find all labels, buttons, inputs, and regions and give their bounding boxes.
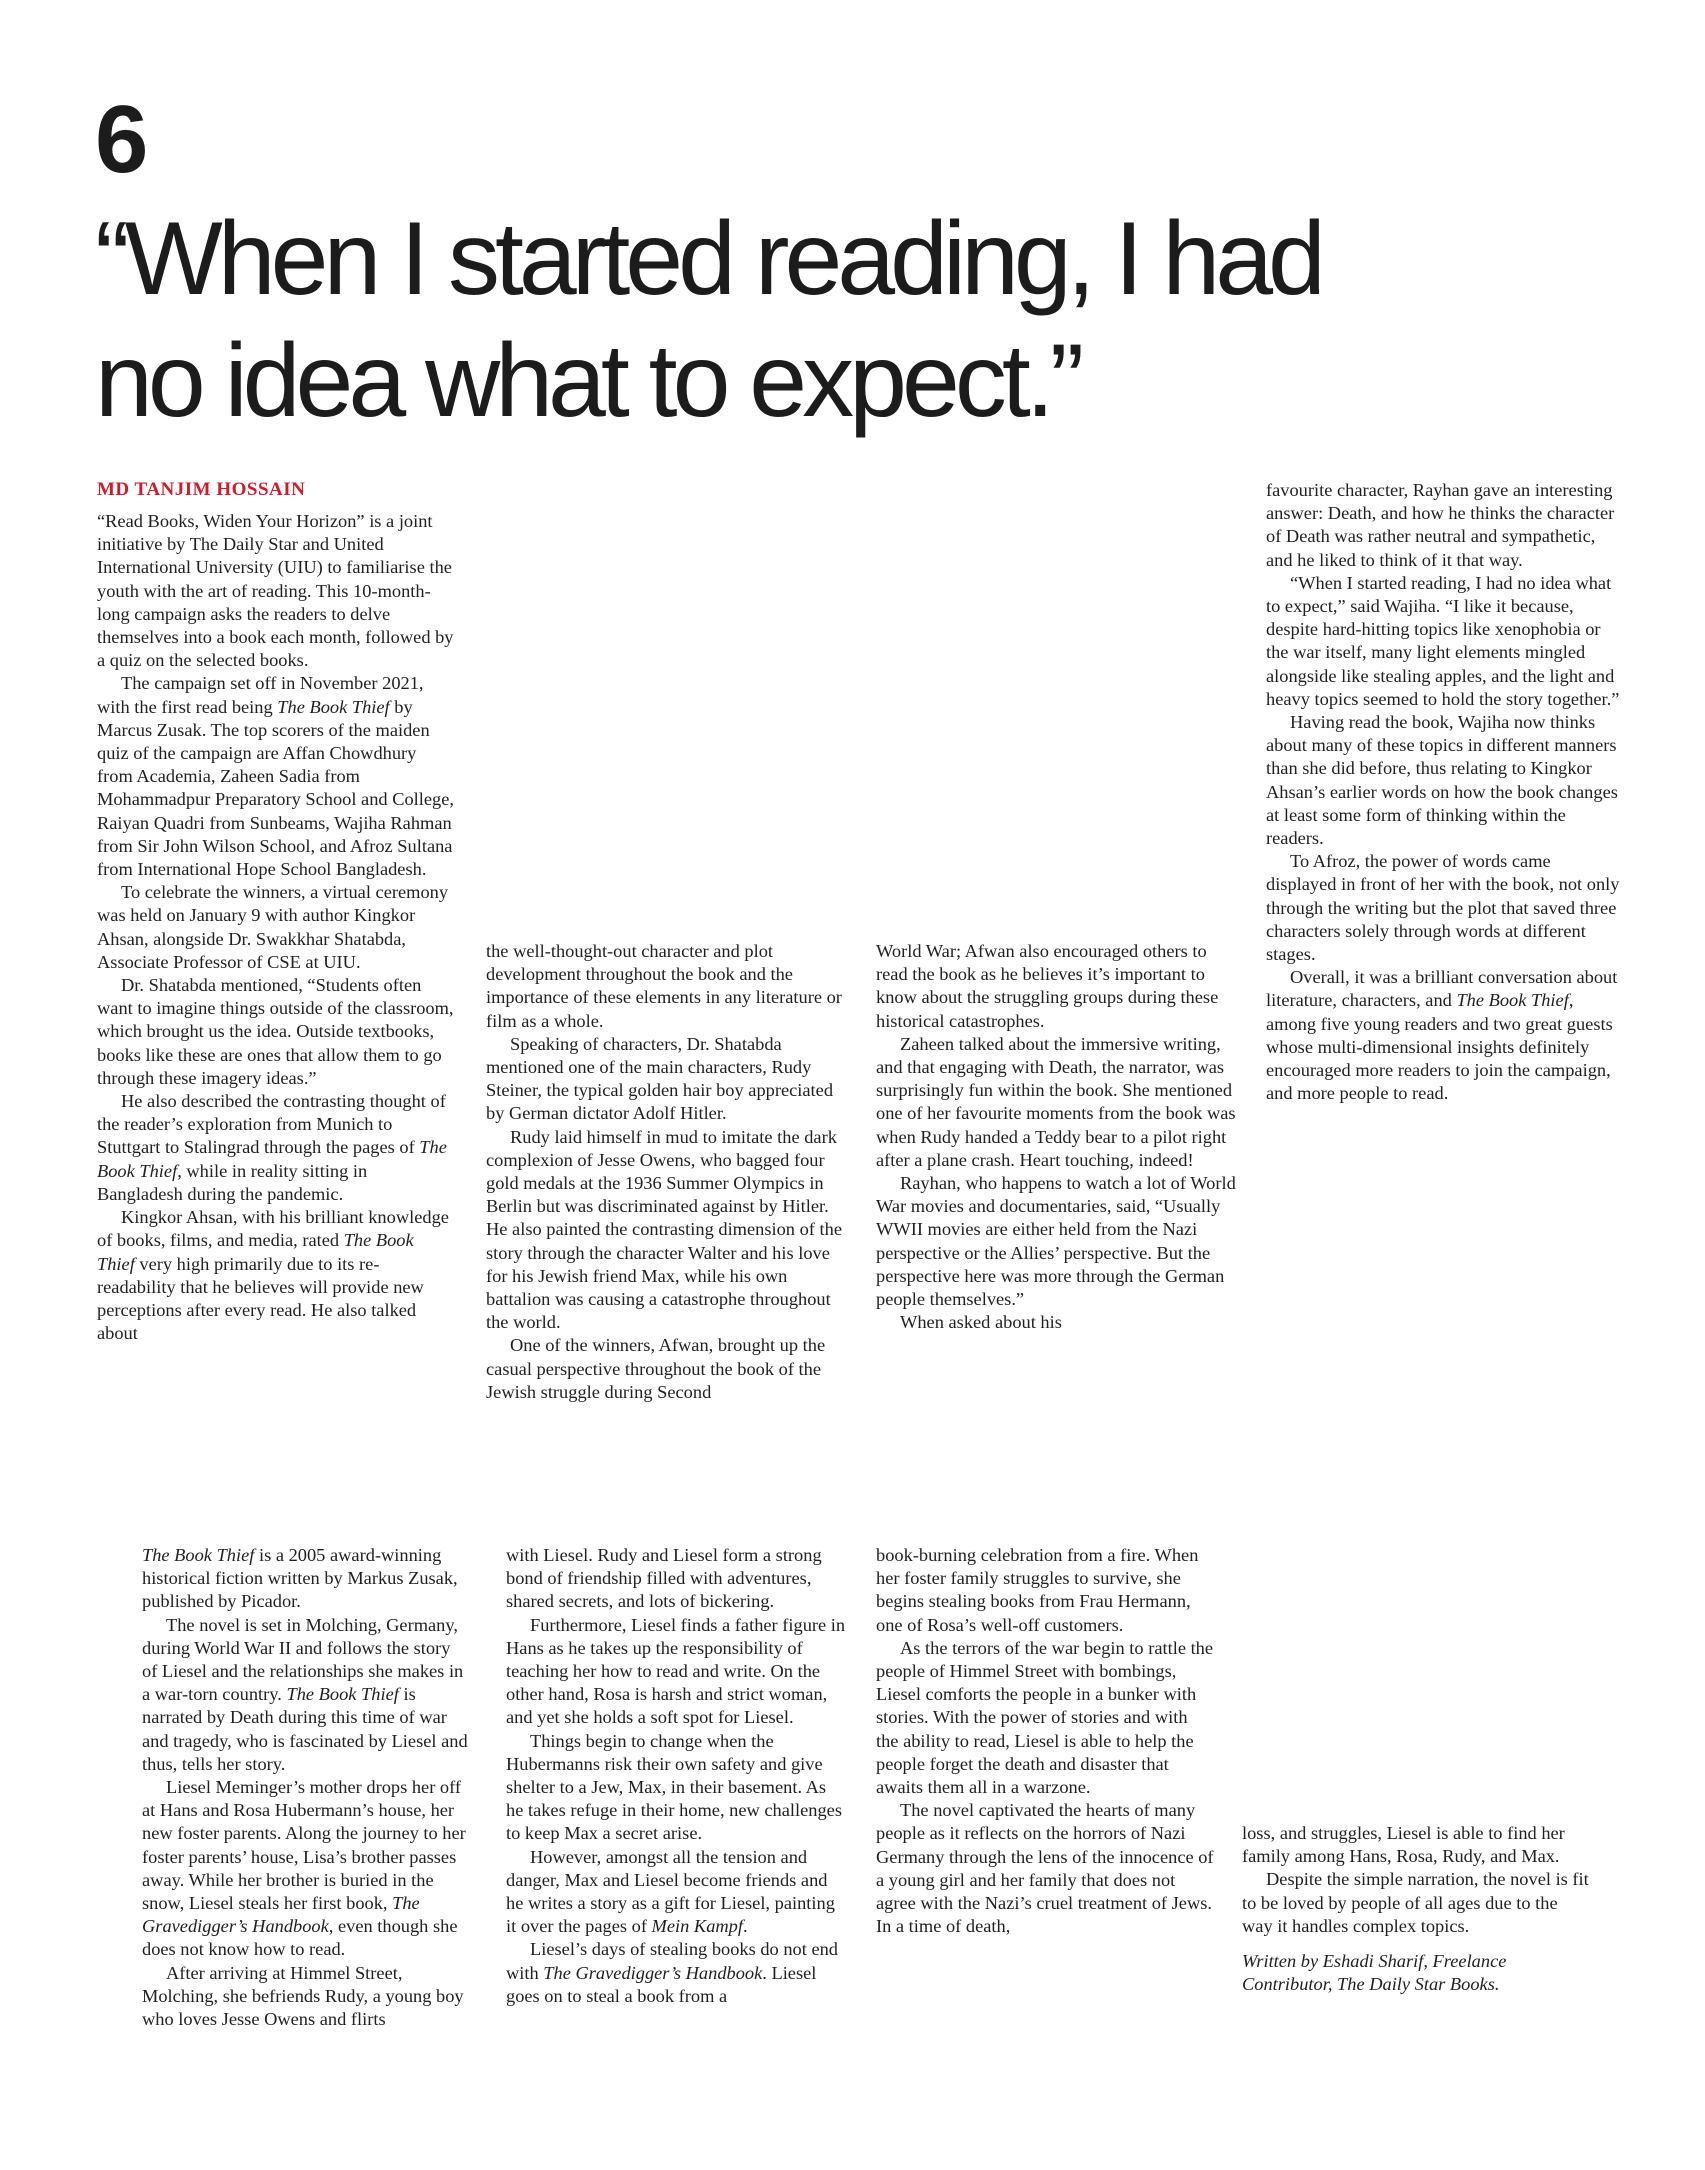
article-paragraph: “Read Books, Widen Your Horizon” is a joint initiative by The Daily Star and United International University (UIU) to familiarise the youth with the art of reading. This 10-month-long campaign asks the readers to delve themselves into a book each month, followed by a quiz on the selected books. <box>97 511 454 671</box>
article-paragraph: Zaheen talked about the immersive writing, and that engaging with Death, the narrator, was surprisingly fun within the book. She mentioned one of her favourite moments from the book was when Rudy handed a Teddy bear to a pilot right after a plane crash. Heart touching, indeed! <box>876 1033 1236 1170</box>
review-paragraph: Despite the simple narration, the novel is fit to be loved by people of all ages due to the way it handles complex topics. <box>1242 1869 1589 1936</box>
article-column-1 <box>97 478 455 1345</box>
article-column-4 <box>1266 479 1624 1105</box>
review-column-1 <box>142 1544 470 2031</box>
article-paragraph: To Afroz, the power of words came displayed in front of her with the book, not only through the writing but the plot that saved three characters solely through words at different stages. <box>1266 851 1620 965</box>
article-column-2 <box>486 940 846 1404</box>
article-paragraph: The campaign set off in November 2021, with the first read being The Book Thief by Marcus Zusak. The top scorers of the maiden quiz of the campaign are Affan Chowdhury from Academia, Zaheen Sadia from Mohammadpur Preparatory School and College, Raiyan Quadri from Sunbeams, Wajiha Rahman from Sir John Wilson School, and Afroz Sultana from International Hope School Bangladesh. <box>97 673 455 880</box>
review-paragraph: As the terrors of the war begin to rattle the people of Himmel Street with bombings, Liesel comforts the people in a bunker with stories. With the power of stories and with the ability to read, Liesel is able to help the people forget the death and disaster that awaits them all in a warzone. <box>876 1637 1214 1798</box>
review-paragraph: The Book Thief is a 2005 award-winning historical fiction written by Markus Zusak, published by Picador. <box>142 1545 458 1612</box>
article-paragraph: When asked about his <box>900 1312 1062 1333</box>
article-paragraph: Overall, it was a brilliant conversation about literature, characters, and The Book Thief, among five young readers and two great guests whose multi-dimensional insights definitely encouraged more readers to join the campaign, and more people to read. <box>1266 967 1618 1104</box>
review-paragraph: Liesel’s days of stealing books do not end with The Gravedigger’s Handbook. Liesel goes on to steal a book from a <box>506 1939 838 2006</box>
review-paragraph: Things begin to change when the Hubermanns risk their own safety and give shelter to a Jew, Max, in their basement. As he takes refuge in their home, new challenges to keep Max a secret arise. <box>506 1730 843 1844</box>
article-paragraph: Rayhan, who happens to watch a lot of World War movies and documentaries, said, “Usually WWII movies are either held from the Nazi perspective or the Allies’ perspective. But the perspective here was more through the German people themselves.” <box>876 1173 1236 1310</box>
review-column-3 <box>876 1544 1214 1938</box>
article-column-3 <box>876 940 1238 1334</box>
article-paragraph: He also described the contrasting thought of the reader’s exploration from Munich to Stuttgart to Stalingrad through the pages of The Book Thief, while in reality sitting in Bangladesh during the pandemic. <box>97 1091 447 1204</box>
article-paragraph: favourite character, Rayhan gave an interesting answer: Death, and how he thinks the character of Death was rather neutral and sympathetic, and he liked to think of it that way. <box>1266 480 1615 570</box>
headline <box>95 198 1321 442</box>
article-paragraph: Speaking of characters, Dr. Shatabda mentioned one of the main characters, Rudy Steiner, the typical golden hair boy appreciated by German dictator Adolf Hitler. <box>486 1033 834 1124</box>
article-paragraph: World War; Afwan also encouraged others to read the book as he believes it’s important to know about the struggling groups during these historical catastrophes. <box>876 941 1219 1031</box>
byline: MD TANJIM HOSSAIN <box>97 479 306 500</box>
page-number: 6 <box>95 86 149 193</box>
review-paragraph: Liesel Meminger’s mother drops her off at Hans and Rosa Hubermann’s house, her new foster parents. Along the journey to her foster parents’ house, Lisa’s brother passes away. While her brother is buried in the snow, Liesel steals her first book, The Gravedigger’s Handbook, even though she does not know how to read. <box>142 1777 466 1960</box>
review-paragraph: with Liesel. Rudy and Liesel form a strong bond of friendship filled with adventures, shared secrets, and lots of bickering. <box>506 1545 822 1612</box>
article-paragraph: Kingkor Ahsan, with his brilliant knowledge of books, films, and media, rated The Book Thief very high primarily due to its re-readability that he believes will provide new perceptions after every read. He also talked about <box>97 1207 449 1344</box>
review-credit: Written by Eshadi Sharif, Freelance Contributor, The Daily Star Books. <box>1242 1951 1507 1995</box>
review-paragraph: Furthermore, Liesel finds a father figure in Hans as he takes up the responsibility of teaching her how to read and write. On the other hand, Rosa is harsh and strict woman, and yet she holds a soft spot for Liesel. <box>506 1614 846 1728</box>
review-column-2 <box>506 1544 846 2008</box>
review-paragraph: The novel is set in Molching, Germany, during World War II and follows the story of Liesel and the relationships she makes in a war-torn country. The Book Thief is narrated by Death during this time of war and tragedy, who is fascinated by Liesel and thus, tells her story. <box>142 1614 468 1774</box>
article-paragraph: One of the winners, Afwan, brought up the casual perspective throughout the book of the Jewish struggle during Second <box>486 1335 826 1402</box>
review-paragraph: loss, and struggles, Liesel is able to find her family among Hans, Rosa, Rudy, and Max. <box>1242 1823 1565 1867</box>
review-paragraph: The novel captivated the hearts of many people as it reflects on the horrors of Nazi Germany through the lens of the innocence of a young girl and her family that does not agree with the Nazi’s cruel treatment of Jews. In a time of death, <box>876 1800 1214 1937</box>
review-paragraph: book-burning celebration from a fire. When her foster family struggles to survive, she begins stealing books from Frau Hermann, one of Rosa’s well-off customers. <box>876 1545 1199 1635</box>
headline-line-2: no idea what to expect.” <box>95 323 1080 439</box>
article-paragraph: Having read the book, Wajiha now thinks about many of these topics in different manners than she did before, thus relating to Kingkor Ahsan’s earlier words on how the book changes at least some form of thinking within the readers. <box>1266 712 1618 849</box>
article-paragraph: Rudy laid himself in mud to imitate the dark complexion of Jesse Owens, who bagged four gold medals at the 1936 Summer Olympics in Berlin but was discriminated against by Hitler. He also painted the contrasting dimension of the story through the character Walter and his love for his Jewish friend Max, while his own battalion was causing a catastrophe throughout the world. <box>486 1126 842 1333</box>
review-paragraph: After arriving at Himmel Street, Molching, she befriends Rudy, a young boy who loves Jesse Owens and flirts <box>142 1962 464 2030</box>
article-paragraph: Dr. Shatabda mentioned, “Students often want to imagine things outside of the classroom, which brought us the idea. Outside textbooks, books like these are ones that allow them to go through these imagery ideas.” <box>97 975 454 1088</box>
review-column-4 <box>1242 1822 1592 1996</box>
article-paragraph: “When I started reading, I had no idea what to expect,” said Wajiha. “I like it because, despite hard-hitting topics like xenophobia or the war itself, many light elements mingled alongside like stealing apples, and the light and heavy topics seemed to hold the story together.” <box>1266 572 1620 709</box>
article-paragraph: To celebrate the winners, a virtual ceremony was held on January 9 with author Kingkor Ahsan, alongside Dr. Swakkhar Shatabda, Associate Professor of CSE at UIU. <box>97 882 449 972</box>
review-paragraph: However, amongst all the tension and danger, Max and Liesel become friends and he writes a story as a gift for Liesel, painting it over the pages of Mein Kampf. <box>506 1846 835 1937</box>
article-paragraph: the well-thought-out character and plot development throughout the book and the importance of these elements in any literature or film as a whole. <box>486 941 842 1031</box>
headline-line-1: “When I started reading, I had <box>95 201 1321 317</box>
